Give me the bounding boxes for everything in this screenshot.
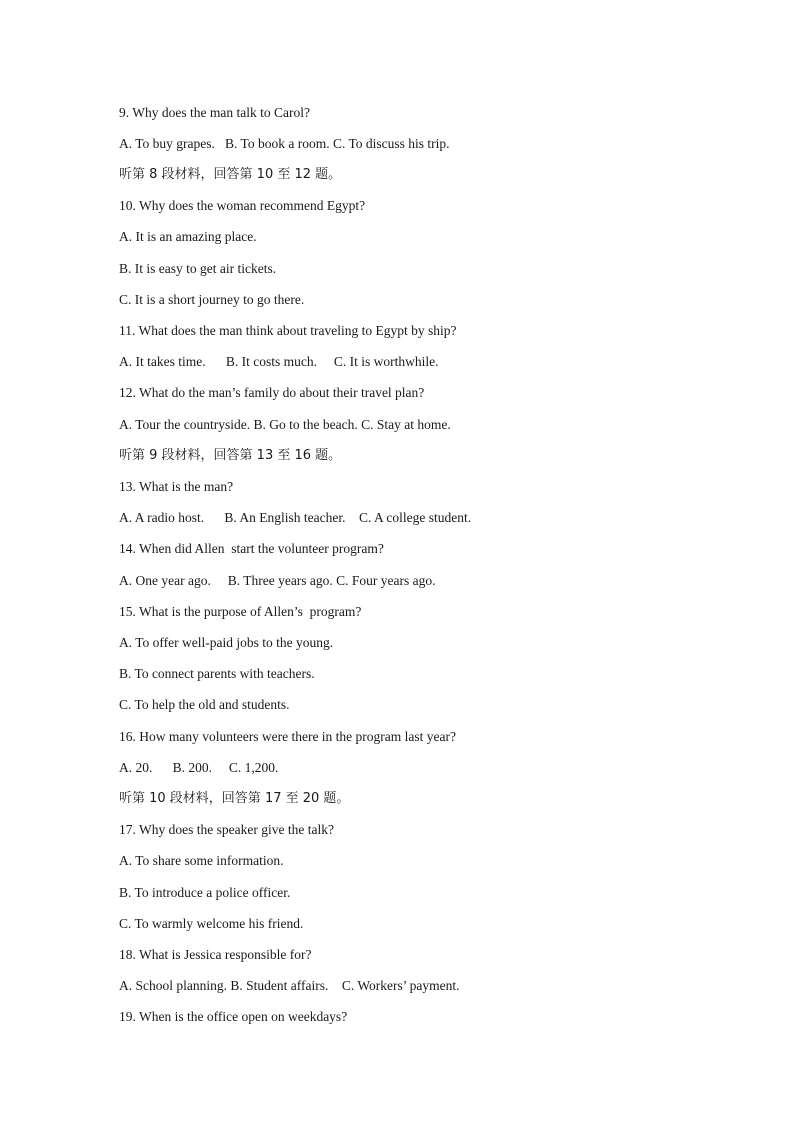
question-9: 9. Why does the man talk to Carol? — [119, 105, 310, 120]
question-18-options: A. School planning. B. Student affairs. C. Workers’ payment. — [119, 978, 460, 993]
question-17-option-c: C. To warmly welcome his friend. — [119, 916, 304, 931]
question-13-options: A. A radio host. B. An English teacher. C. A college student. — [119, 510, 472, 525]
question-10: 10. Why does the woman recommend Egypt? — [119, 198, 366, 213]
question-17-option-b: B. To introduce a police officer. — [119, 885, 291, 900]
question-10-option-a: A. It is an amazing place. — [119, 229, 257, 244]
question-15-option-c: C. To help the old and students. — [119, 697, 290, 712]
section-8-instruction: 听第 8 段材料，回答第 10 至 12 题。 — [119, 167, 342, 182]
question-9-options: A. To buy grapes. B. To book a room. C. To discuss his trip. — [119, 136, 450, 151]
question-12: 12. What do the man’s family do about their travel plan? — [119, 385, 425, 400]
question-16-options: A. 20. B. 200. C. 1,200. — [119, 760, 279, 775]
question-17: 17. Why does the speaker give the talk? — [119, 822, 334, 837]
question-13: 13. What is the man? — [119, 479, 234, 494]
question-10-option-b: B. It is easy to get air tickets. — [119, 261, 277, 276]
section-9-instruction: 听第 9 段材料，回答第 13 至 16 题。 — [119, 448, 342, 463]
question-16: 16. How many volunteers were there in the program last year? — [119, 729, 457, 744]
question-15: 15. What is the purpose of Allen’s program? — [119, 604, 362, 619]
question-14-options: A. One year ago. B. Three years ago. C. Four years ago. — [119, 573, 436, 588]
question-15-option-a: A. To offer well-paid jobs to the young. — [119, 635, 334, 650]
question-11: 11. What does the man think about traveling to Egypt by ship? — [119, 323, 457, 338]
question-14: 14. When did Allen start the volunteer program? — [119, 541, 384, 556]
question-15-option-b: B. To connect parents with teachers. — [119, 666, 315, 681]
question-10-option-c: C. It is a short journey to go there. — [119, 292, 305, 307]
question-18: 18. What is Jessica responsible for? — [119, 947, 312, 962]
question-19: 19. When is the office open on weekdays? — [119, 1009, 348, 1024]
section-10-instruction: 听第 10 段材料，回答第 17 至 20 题。 — [119, 791, 350, 806]
question-11-options: A. It takes time. B. It costs much. C. It is worthwhile. — [119, 354, 439, 369]
question-12-options: A. Tour the countryside. B. Go to the beach. C. Stay at home. — [119, 417, 451, 432]
question-17-option-a: A. To share some information. — [119, 853, 284, 868]
